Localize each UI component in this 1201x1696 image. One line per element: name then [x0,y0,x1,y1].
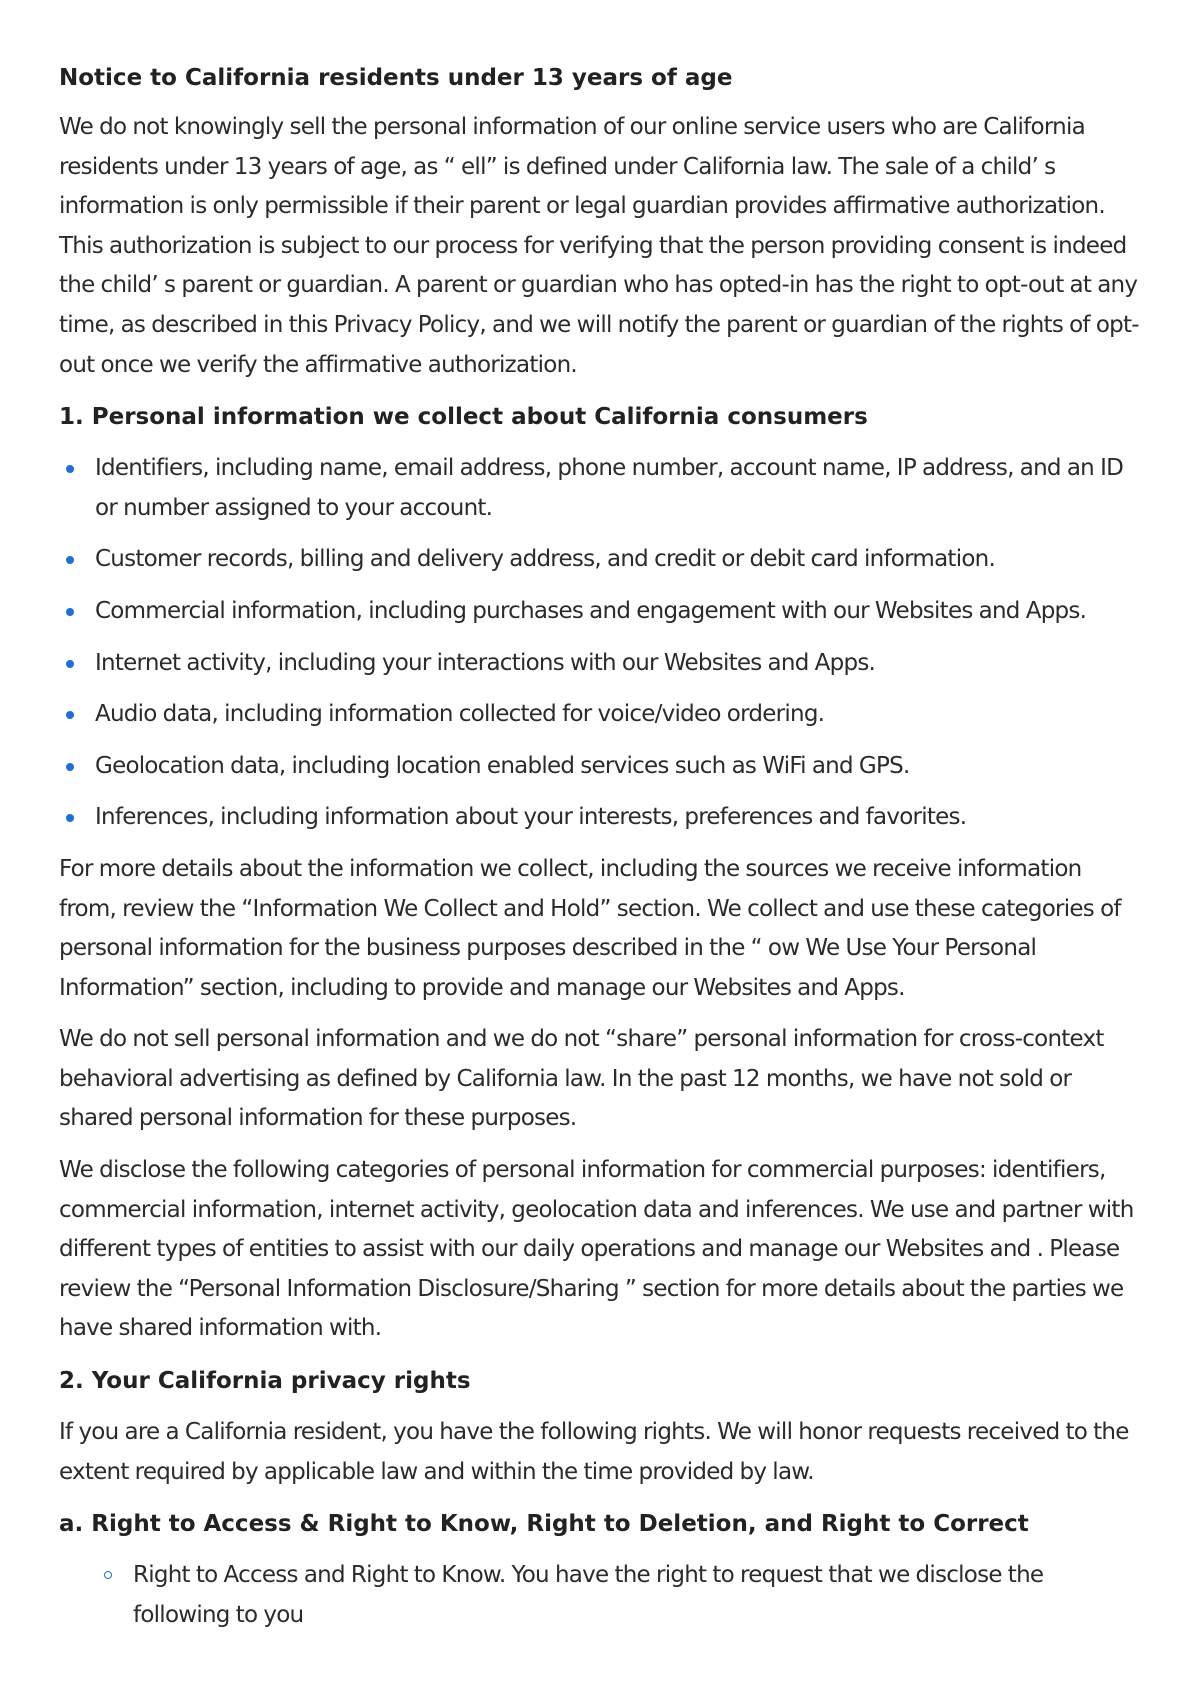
list-item-text: Customer records, billing and delivery address, and credit or debit card information. [95,546,996,573]
section1-paragraph-details: For more details about the information we collect, including the sources we receive information from, review the “Information We Collect and Hold” section. We collect and use these categories of personal information for the business purposes described in the “ ow We Use Your Personal Information” section, including to provide and manage our Websites and Apps. [59,855,1121,1001]
list-item-text: Identifiers, including name, email address, phone number, account name, IP address, and an ID or number assigned to your account. [95,455,1124,521]
section2-body: If you are a California resident, you have the following rights. We will honor requests received to the extent required by applicable law and within the time provided by law. [59,1419,1129,1485]
list-item-text: Inferences, including information about your interests, preferences and favorites. [95,804,967,831]
notice-body: We do not knowingly sell the personal information of our online service users who are California residents under 13 years of age, as “ ell” is defined under California law. The sale of a child’ s information is only permissible if their parent or legal guardian provides affirmative authorization. This authorization is subject to our process for verifying that the person providing consent is indeed the child’ s parent or guardian. A parent or guardian who has opted-in has the right to opt-out at any time, as described in this Privacy Policy, and we will notify the parent or guardian of the rights of opt-out once we verify the affirmative authorization. [59,114,1139,378]
notice-heading: Notice to California residents under 13 years of age [59,65,733,91]
list-item [59,747,1143,787]
collected-info-list [59,449,1143,838]
list-item [59,798,1143,838]
bullet-icon [66,711,74,719]
section1-paragraph-disclosure: We disclose the following categories of personal information for commercial purposes: identifiers, commercial information, internet activity, geolocation data and inferences. We use and partner with different types of entities to assist with our daily operations and manage our Websites and . Please review the “Personal Information Disclosure/Sharing ” section for more details about the parties we have shared information with. [59,1157,1134,1342]
list-item [59,449,1143,528]
section2-heading: 2. Your California privacy rights [59,1368,471,1395]
bullet-icon [66,763,74,771]
list-item-text: Right to Access and Right to Know. You have the right to request that we disclose the following to you [133,1562,1044,1628]
bullet-icon [66,556,74,564]
section2a-heading: a. Right to Access & Right to Know, Right to Deletion, and Right to Correct [59,1511,1029,1538]
hollow-bullet-icon [104,1571,112,1579]
section1-paragraph-no-sale: We do not sell personal information and we do not “share” personal information for cross-context behavioral advertising as defined by California law. In the past 12 months, we have not sold or shared personal information for these purposes. [59,1026,1104,1132]
list-item-text: Internet activity, including your interactions with our Websites and Apps. [95,649,876,676]
list-item [59,592,1143,632]
bullet-icon [66,608,74,616]
list-item [59,695,1143,735]
bullet-icon [66,660,74,668]
bullet-icon [66,465,74,473]
bullet-icon [66,814,74,822]
list-item [59,540,1143,580]
section1-heading: 1. Personal information we collect about California consumers [59,404,868,431]
list-item-text: Geolocation data, including location enabled services such as WiFi and GPS. [95,752,910,779]
list-item-text: Commercial information, including purchases and engagement with our Websites and Apps. [95,597,1087,624]
list-item [59,1556,1143,1635]
rights-list [59,1556,1143,1635]
list-item-text: Audio data, including information collected for voice/video ordering. [95,701,825,728]
list-item [59,644,1143,684]
